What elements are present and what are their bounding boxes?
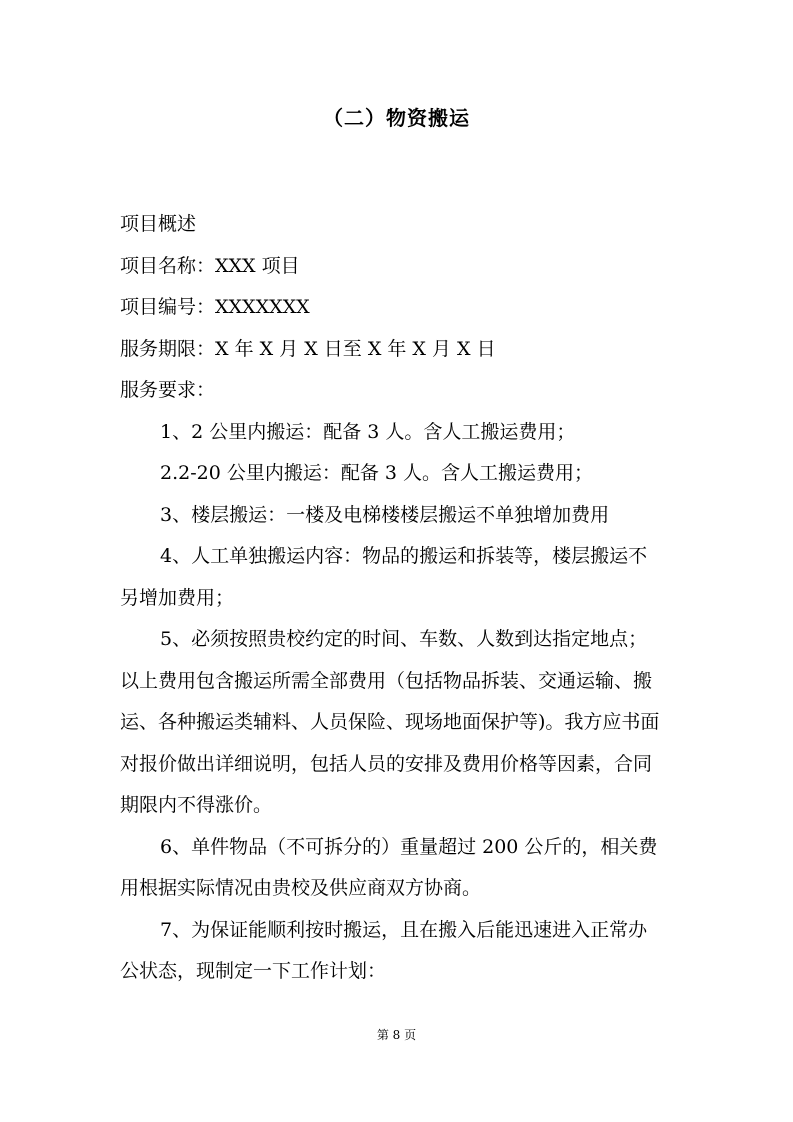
requirement-item: 3、楼层搬运：一楼及电梯楼楼层搬运不单独增加费用 [160, 503, 610, 526]
requirements-heading: 服务要求： [120, 379, 216, 401]
overview-heading: 项目概述 [120, 213, 197, 235]
requirement-item: 6、单件物品（不可拆分的）重量超过 200 公斤的，相关费用根据实际情况由贵校及供应商双方协商。 [120, 835, 658, 899]
page-number: 第 8 页 [376, 1028, 417, 1042]
project-name: 项目名称：XXX 项目 [120, 254, 300, 277]
requirement-item: 4、人工单独搬运内容：物品的搬运和拆装等，楼层搬运不另增加费用； [120, 545, 648, 609]
document-body [120, 204, 665, 993]
requirement-item: 5、必须按照贵校约定的时间、车数、人数到达指定地点；以上费用包含搬运所需全部费用（包括物品拆装、交通运输、搬运、各种搬运类辅料、人员保险、现场地面保护等)。我方应书面对报价做出详细说明，包括人员的安排及费用价格等因素，合同期限内不得涨价。 [120, 628, 660, 816]
requirement-item: 1、2 公里内搬运：配备 3 人。含人工搬运费用； [160, 420, 576, 443]
requirement-item: 2.2-20 公里内搬运：配备 3 人。含人工搬运费用； [160, 462, 594, 484]
service-period: 服务期限：X 年 X 月 X 日至 X 年 X 月 X 日 [120, 337, 496, 360]
page-title: （二）物资搬运 [323, 106, 470, 130]
requirement-item: 7、为保证能顺利按时搬运，且在搬入后能迅速进入正常办公状态，现制定一下工作计划： [120, 918, 648, 982]
project-number: 项目编号：XXXXXXX [120, 296, 310, 318]
